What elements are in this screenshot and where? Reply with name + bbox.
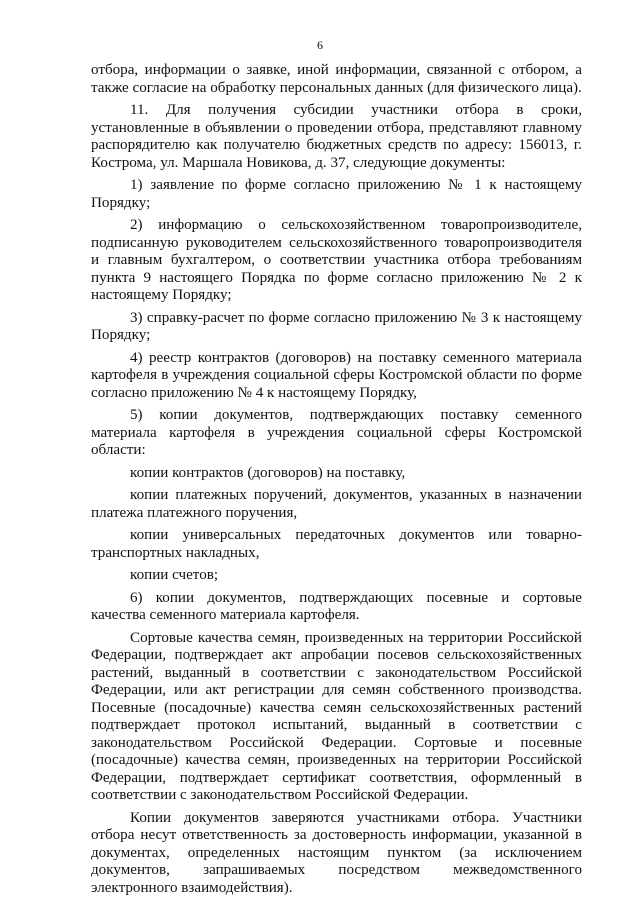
list-item-supply-documents: 5) копии документов, подтверждающих поставку семенного материала картофеля в учреждения социальной сферы Костромской области: — [91, 407, 582, 458]
list-item-application: 1) заявление по форме согласно приложению № 1 к настоящему Порядку; — [91, 177, 582, 211]
page-number: 6 — [317, 38, 323, 52]
paragraph-consent-continuation: отбора, информации о заявке, иной информации, связанной с отбором, а также согласие на обработку персональных данных (для физического лица). — [91, 62, 582, 96]
list-item-contract-registry: 4) реестр контрактов (договоров) на поставку семенного материала картофеля в учреждения социальной сферы Костромской области по форме согласно приложению № 4 к настоящему Порядку, — [91, 349, 582, 401]
sub-item-transfer-documents: копии универсальных передаточных документов или товарно-транспортных накладных, — [91, 527, 582, 561]
list-item-quality-documents: 6) копии документов, подтверждающих посевные и сортовые качества семенного материала картофеля. — [91, 589, 582, 623]
list-item-calculation: 3) справку-расчет по форме согласно приложению № 3 к настоящему Порядку; — [91, 309, 582, 343]
paragraph-seed-qualities: Сортовые качества семян, произведенных на территории Российской Федерации, подтверждает акт апробации посевов сельскохозяйственных растений, выданный в соответствии с законодательством Российской Федерации, или акт регистрации для семян собственного производства. Посевные (посадочные) качества семян сельскохозяйственных растений подтверждает протокол испытаний, выданный в соответствии с законодательством Российской Федерации. Сортовые и посевные (посадочные) качества семян, произведенных на территории Российской Федерации, подтверждает сертификат соответствия, оформленный в соответствии с законодательством Российской Федерации. — [91, 629, 582, 803]
sub-item-contracts: копии контрактов (договоров) на поставку, — [130, 464, 406, 481]
paragraph-clause-11: 11. Для получения субсидии участники отбора в сроки, установленные в объявлении о проведении отбора, представляют главному распорядителю как получателю бюджетных средств по адресу: 156013, г. Кострома, ул. Маршала Новикова, д. 37, следующие документы: — [91, 102, 582, 171]
document-body — [91, 62, 582, 897]
paragraph-certification: Копии документов заверяются участниками отбора. Участники отбора несут ответственность за достоверность информации, указанной в документах, определенных настоящим пунктом (за исключением документов, запрашиваемых посредством межведомственного электронного взаимодействия). — [91, 809, 582, 896]
sub-item-payment-orders: копии платежных поручений, документов, указанных в назначении платежа платежного поручения, — [91, 487, 582, 521]
list-item-producer-info: 2) информацию о сельскохозяйственном товаропроизводителе, подписанную руководителем сельскохозяйственного товаропроизводителя и главным бухгалтером, о соответствии участника отбора требованиям пункта 9 настоящего Порядка по форме согласно приложению № 2 к настоящему Порядку; — [91, 217, 582, 303]
sub-item-invoices: копии счетов; — [130, 567, 219, 583]
